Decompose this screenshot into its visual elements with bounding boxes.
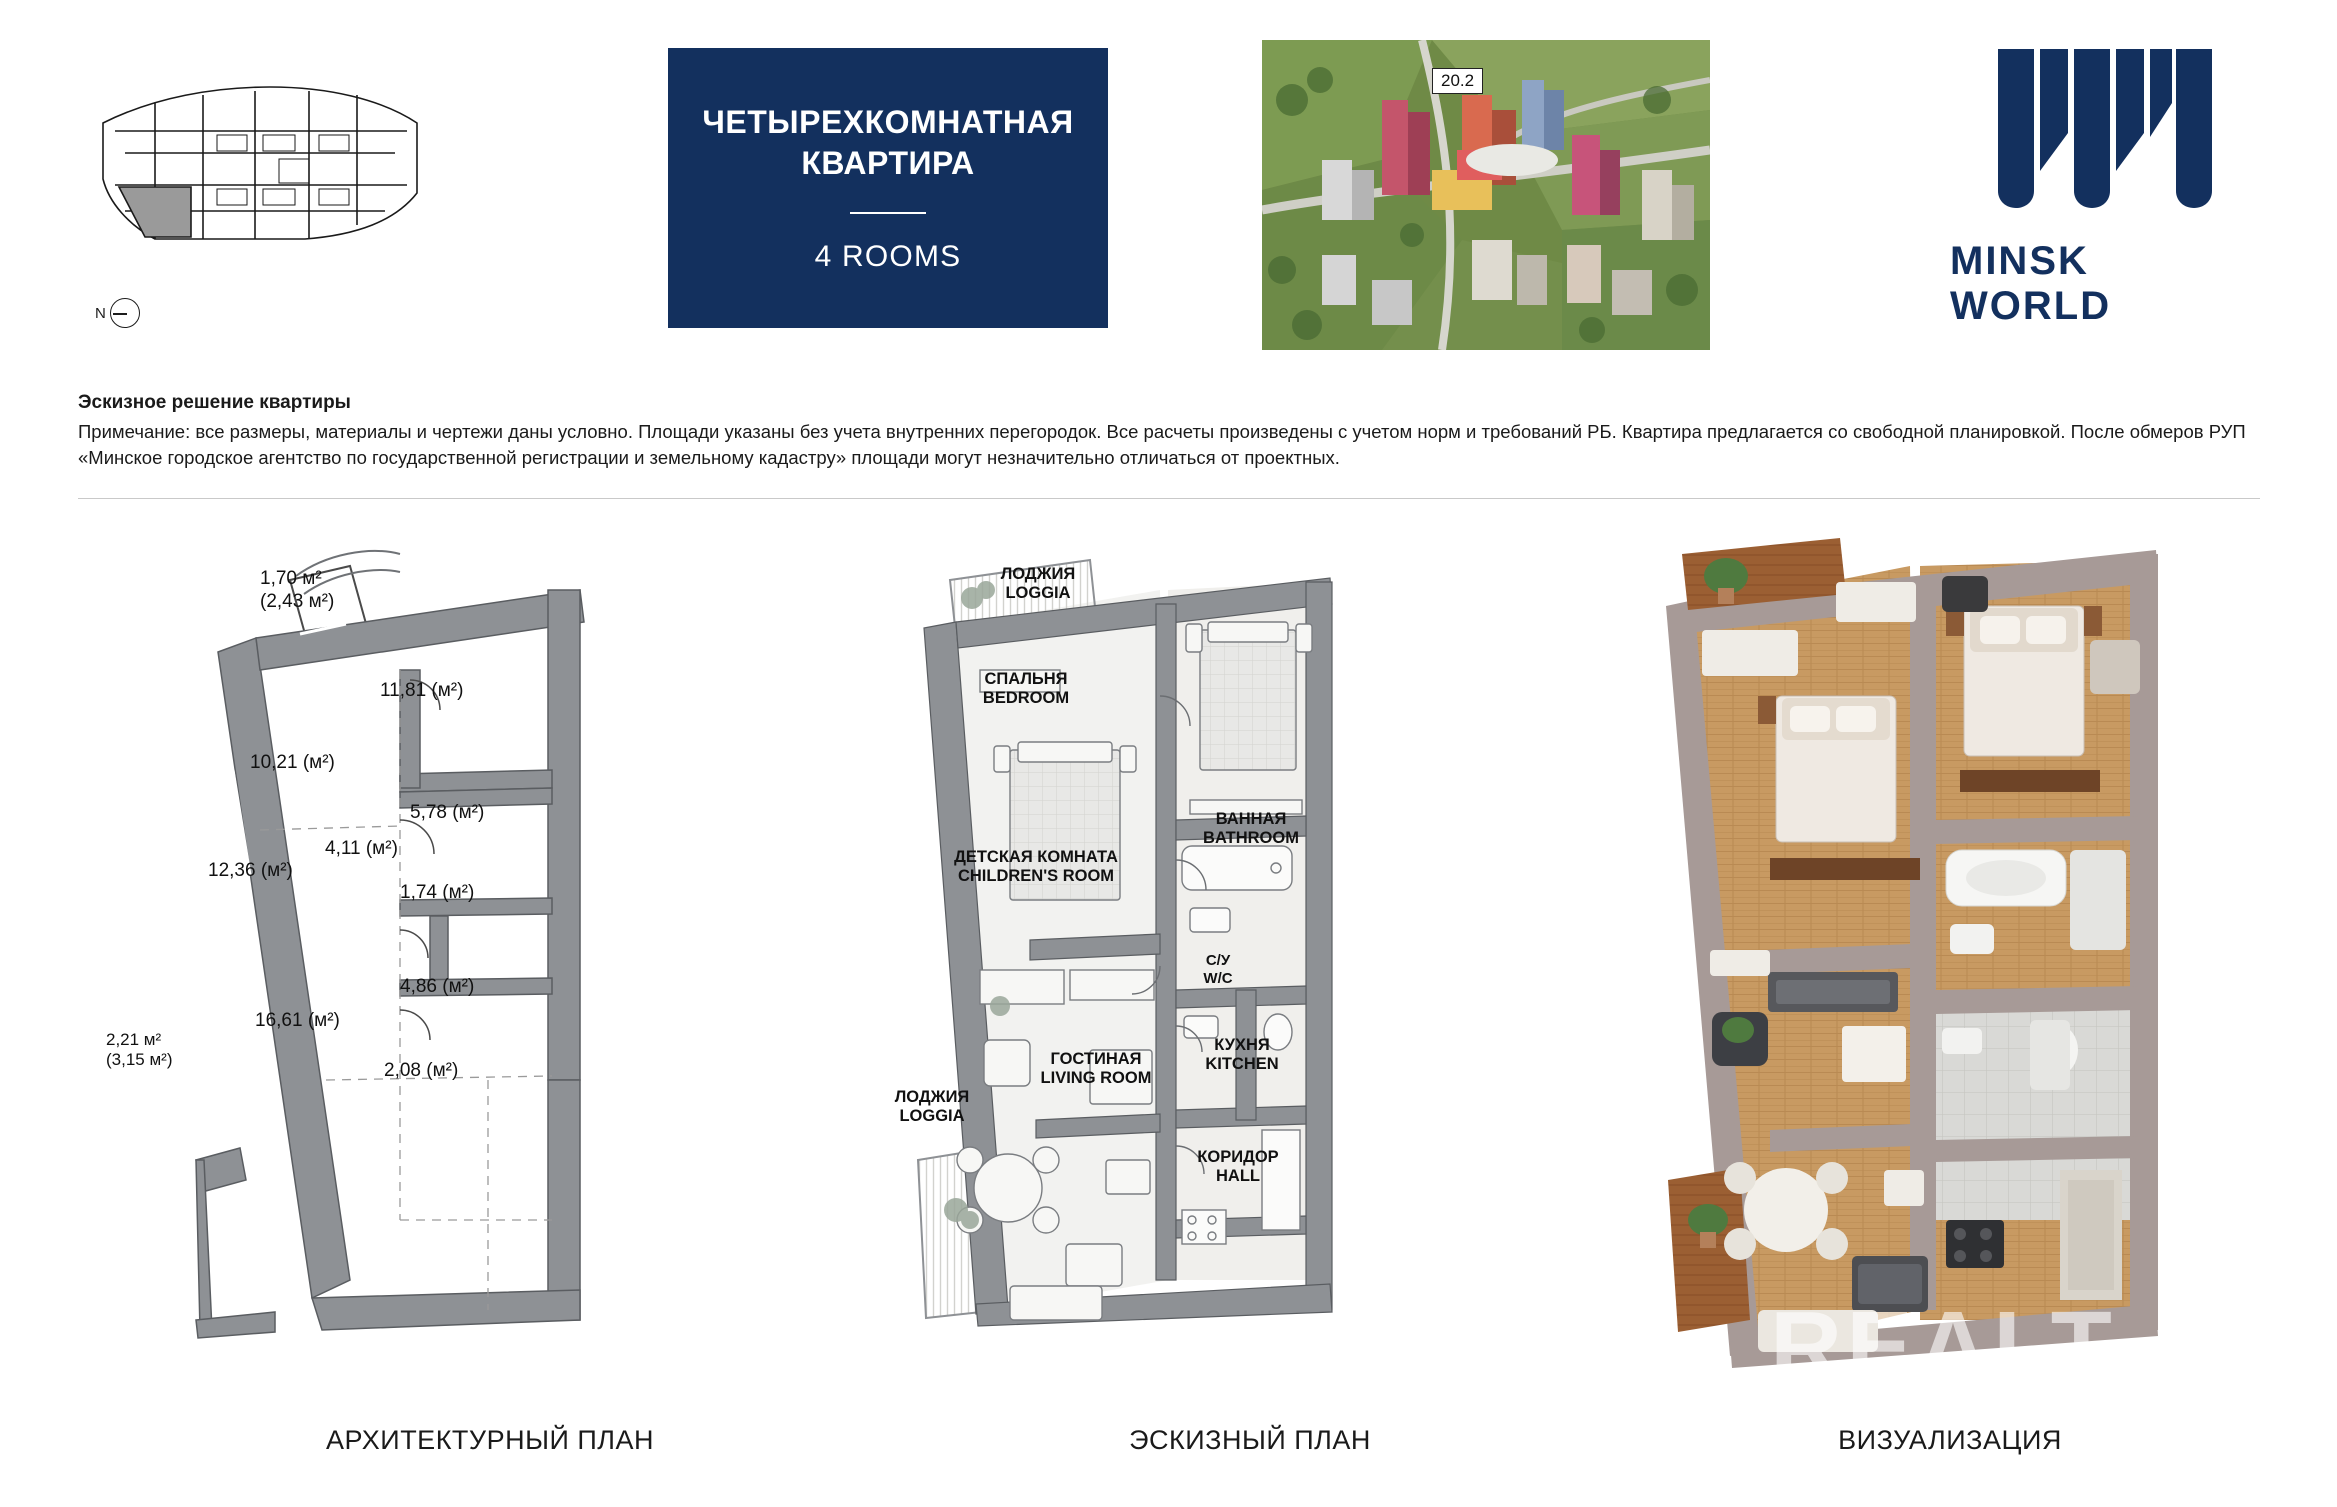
caption-visualization: ВИЗУАЛИЗАЦИЯ [1838,1425,2062,1455]
watermark: REALT [1770,1291,2116,1403]
header-divider [78,498,2260,499]
sketch-plan [860,520,1480,1400]
note-title: Эскизное решение квартиры [78,392,351,413]
area-bath: 5,78 (м²) [410,802,485,823]
room-children: ДЕТСКАЯ КОМНАТА CHILDREN'S ROOM [954,848,1118,886]
area-children: 10,21 (м²) [250,752,335,773]
room-wc: С/У W/C [1203,952,1233,987]
room-living: ГОСТИНАЯ LIVING ROOM [1040,1050,1152,1088]
caption-sketch: ЭСКИЗНЫЙ ПЛАН [1129,1425,1371,1455]
logo-mark-icon [1990,41,2220,221]
area-loggia-top: 1,70 м² (2,43 м²) [260,568,335,612]
room-loggia-bottom: ЛОДЖИЯ LOGGIA [894,1088,970,1126]
logo-wordmark: MINSK WORLD [1950,239,2112,328]
area-corridor: 2,08 (м²) [384,1060,459,1081]
title-russian: ЧЕТЫРЕХКОМНАТНАЯ КВАРТИРА [702,104,1074,181]
minsk-world-logo [1950,35,2260,328]
caption-architectural: АРХИТЕКТУРНЫЙ ПЛАН [325,1425,655,1455]
aerial-building-badge: 20.2 [1432,68,1483,94]
compass [95,288,175,338]
area-hall: 4,11 (м²) [325,838,398,859]
area-loggia-bottom: 2,21 м² (3,15 м²) [106,1030,173,1070]
room-bathroom: ВАННАЯ BATHROOM [1203,810,1299,848]
apartment-type-title [668,48,1108,328]
aerial-view-image [1262,40,1710,350]
note-body: Примечание: все размеры, материалы и чертежи даны условно. Площади указаны без учета внутренних перегородок. Все расчеты произведены с учетом норм и требований РБ. Квартира предлагается со свободной планировкой. После обмеров РУП «Минское городское агентство по государственной регистрации и земельному кадастру» площади могут незначительно отличаться от проектных. [78,421,2246,469]
room-hall: КОРИДОР HALL [1197,1148,1279,1186]
architectural-plan [100,520,820,1400]
room-kitchen: КУХНЯ KITCHEN [1205,1036,1279,1074]
area-kitchen: 4,86 (м²) [400,976,475,997]
compass-needle-icon [110,298,140,328]
room-bedroom: СПАЛЬНЯ BEDROOM [982,670,1070,708]
header [0,0,2337,370]
title-divider [850,212,926,214]
area-bedroom: 11,81 (м²) [380,680,464,701]
area-living: 12,36 (м²) [208,860,293,881]
room-loggia-top: ЛОДЖИЯ LOGGIA [1000,565,1076,603]
disclaimer-note [78,392,2258,472]
compass-label: N [95,304,106,322]
title-english: 4 ROOMS [814,239,962,273]
building-key-plan [95,75,425,255]
area-wc: 1,74 (м²) [400,882,475,903]
3d-visualization [1590,520,2290,1403]
area-main-room: 16,61 (м²) [255,1010,340,1031]
